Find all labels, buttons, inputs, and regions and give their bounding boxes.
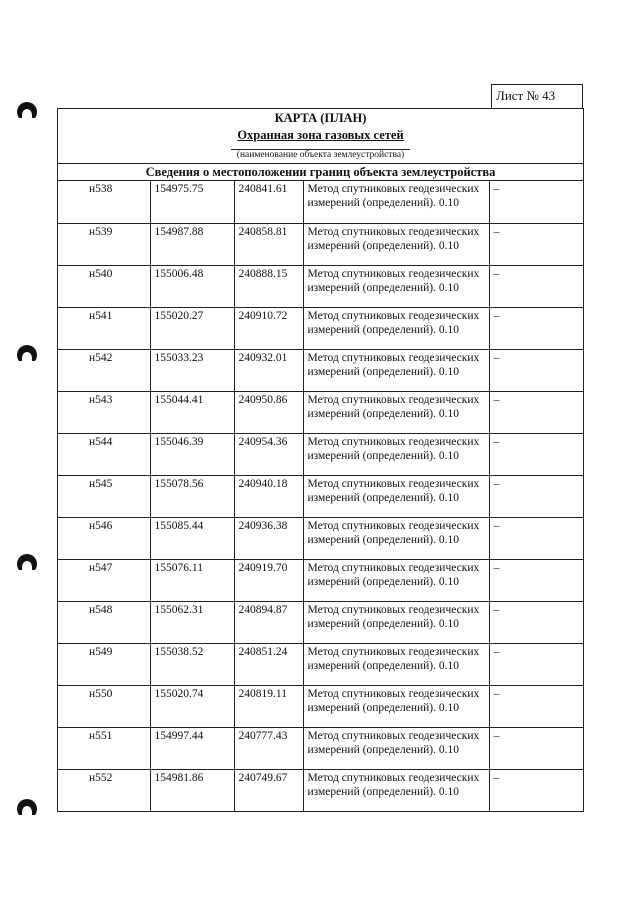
y-coordinate: 240894.87 [234,601,303,643]
x-coordinate: 155062.31 [150,601,234,643]
sheet-number: Лист № 43 [491,84,583,108]
method-description: Метод спутниковых геодезических измерений (определений). 0.10 [303,601,489,643]
point-id: н538 [58,181,150,223]
method-description: Метод спутниковых геодезических измерений (определений). 0.10 [303,727,489,769]
y-coordinate: 240910.72 [234,307,303,349]
method-description: Метод спутниковых геодезических измерений (определений). 0.10 [303,349,489,391]
x-coordinate: 155020.27 [150,307,234,349]
method-description: Метод спутниковых геодезических измерений (определений). 0.10 [303,475,489,517]
point-id: н551 [58,727,150,769]
x-coordinate: 155020.74 [150,685,234,727]
method-description: Метод спутниковых геодезических измерений (определений). 0.10 [303,643,489,685]
table-row [58,685,583,727]
note: – [489,181,583,223]
x-coordinate: 154987.88 [150,223,234,265]
y-coordinate: 240819.11 [234,685,303,727]
table-row [58,391,583,433]
object-caption: (наименование объекта землеустройства) [231,149,410,161]
table-row [58,181,583,223]
method-description: Метод спутниковых геодезических измерений (определений). 0.10 [303,517,489,559]
y-coordinate: 240841.61 [234,181,303,223]
x-coordinate: 155076.11 [150,559,234,601]
method-description: Метод спутниковых геодезических измерений (определений). 0.10 [303,433,489,475]
note: – [489,223,583,265]
note: – [489,265,583,307]
point-id: н542 [58,349,150,391]
method-description: Метод спутниковых геодезических измерений (определений). 0.10 [303,769,489,811]
note: – [489,475,583,517]
method-description: Метод спутниковых геодезических измерений (определений). 0.10 [303,181,489,223]
section-title: Сведения о местоположении границ объекта землеустройства [58,164,583,181]
x-coordinate: 155046.39 [150,433,234,475]
point-id: н539 [58,223,150,265]
x-coordinate: 154975.75 [150,181,234,223]
y-coordinate: 240954.36 [234,433,303,475]
table-row [58,517,583,559]
point-id: н546 [58,517,150,559]
x-coordinate: 155038.52 [150,643,234,685]
point-id: н543 [58,391,150,433]
x-coordinate: 154997.44 [150,727,234,769]
point-id: н552 [58,769,150,811]
table-row [58,349,583,391]
method-description: Метод спутниковых геодезических измерений (определений). 0.10 [303,265,489,307]
table-row [58,601,583,643]
point-id: н548 [58,601,150,643]
table-row [58,433,583,475]
method-description: Метод спутниковых геодезических измерений (определений). 0.10 [303,685,489,727]
map-title: КАРТА (ПЛАН) [274,111,367,125]
point-id: н545 [58,475,150,517]
x-coordinate: 155006.48 [150,265,234,307]
title-block [58,109,583,164]
y-coordinate: 240932.01 [234,349,303,391]
y-coordinate: 240888.15 [234,265,303,307]
note: – [489,559,583,601]
note: – [489,685,583,727]
note: – [489,727,583,769]
x-coordinate: 154981.86 [150,769,234,811]
y-coordinate: 240858.81 [234,223,303,265]
punch-hole-mark [16,797,38,815]
y-coordinate: 240936.38 [234,517,303,559]
table-row [58,727,583,769]
object-name: Охранная зона газовых сетей [237,128,404,142]
table-row [58,559,583,601]
note: – [489,643,583,685]
note: – [489,601,583,643]
point-id: н544 [58,433,150,475]
note: – [489,769,583,811]
table-row [58,475,583,517]
x-coordinate: 155085.44 [150,517,234,559]
table-row [58,307,583,349]
note: – [489,349,583,391]
method-description: Метод спутниковых геодезических измерений (определений). 0.10 [303,391,489,433]
document-frame [57,108,584,812]
y-coordinate: 240777.43 [234,727,303,769]
point-id: н547 [58,559,150,601]
x-coordinate: 155044.41 [150,391,234,433]
point-id: н540 [58,265,150,307]
punch-hole-mark [16,100,38,118]
point-id: н550 [58,685,150,727]
y-coordinate: 240919.70 [234,559,303,601]
x-coordinate: 155078.56 [150,475,234,517]
punch-hole-mark [16,343,38,361]
coordinates-table [58,181,583,811]
note: – [489,433,583,475]
method-description: Метод спутниковых геодезических измерений (определений). 0.10 [303,223,489,265]
method-description: Метод спутниковых геодезических измерений (определений). 0.10 [303,307,489,349]
table-row [58,769,583,811]
y-coordinate: 240749.67 [234,769,303,811]
table-row [58,223,583,265]
note: – [489,391,583,433]
method-description: Метод спутниковых геодезических измерений (определений). 0.10 [303,559,489,601]
note: – [489,517,583,559]
y-coordinate: 240950.86 [234,391,303,433]
point-id: н549 [58,643,150,685]
y-coordinate: 240851.24 [234,643,303,685]
table-row [58,643,583,685]
x-coordinate: 155033.23 [150,349,234,391]
punch-hole-mark [16,552,38,570]
y-coordinate: 240940.18 [234,475,303,517]
table-row [58,265,583,307]
note: – [489,307,583,349]
point-id: н541 [58,307,150,349]
